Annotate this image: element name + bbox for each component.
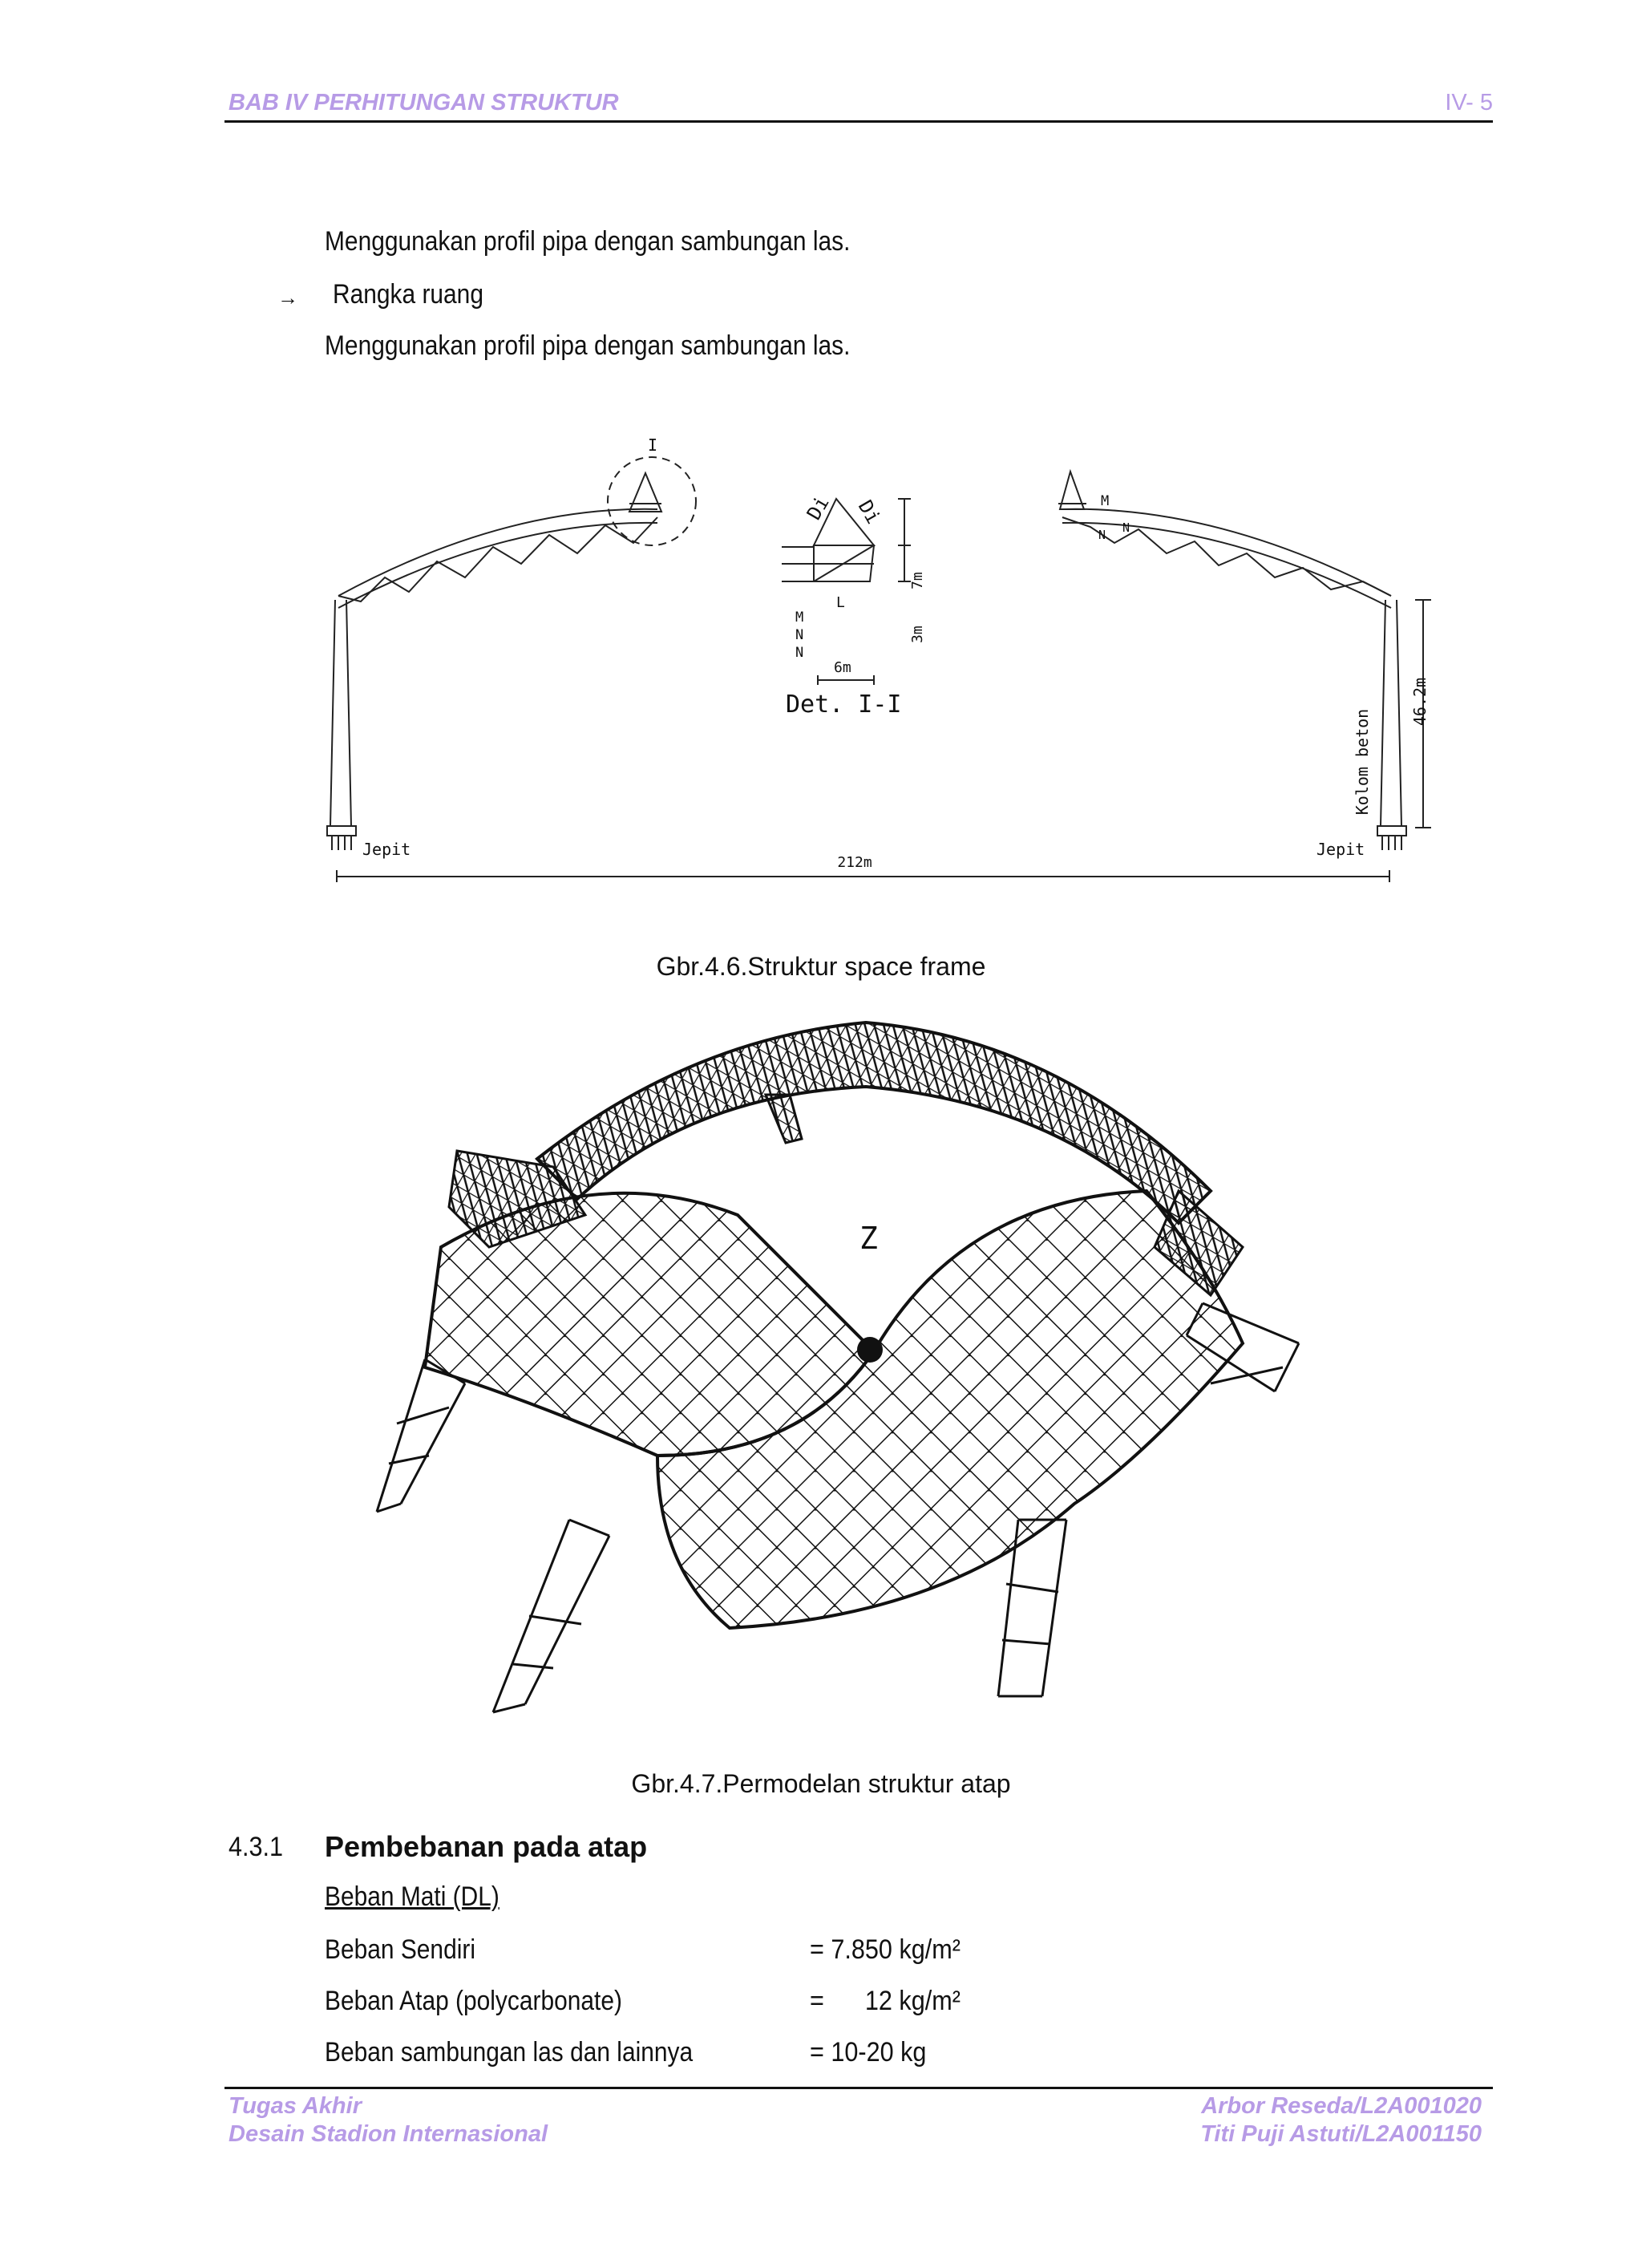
detail-label-m: M — [795, 610, 804, 626]
space-frame-elevation-drawing — [305, 417, 1459, 882]
load-value: = 12 kg/m² — [810, 1986, 961, 2016]
bullet-arrow-icon: → — [277, 286, 298, 310]
section-title: Pembebanan pada atap — [325, 1830, 648, 1863]
load-row — [325, 1934, 961, 1966]
detail-title: Det. I-I — [786, 691, 902, 719]
support-right-label: Jepit — [1316, 840, 1365, 859]
detail-label-di-left: Di — [802, 492, 834, 524]
load-row — [325, 2037, 927, 2068]
footer-left-1: Tugas Akhir — [229, 2093, 362, 2119]
axis-z-label: Z — [859, 1221, 878, 1256]
roof-structure-model-drawing — [353, 1006, 1379, 1728]
chapter-header: BAB IV PERHITUNGAN STRUKTUR — [229, 90, 619, 115]
section-mark: I — [648, 435, 658, 455]
intro-line-2: Menggunakan profil pipa dengan sambungan las. — [325, 330, 851, 361]
page-number: IV- 5 — [1445, 90, 1493, 115]
figure-2-caption: Gbr.4.7.Permodelan struktur atap — [631, 1769, 1011, 1798]
section-subtitle: Beban Mati (DL) — [325, 1881, 499, 1912]
detail-label-n: N — [795, 627, 804, 643]
right-label-m: M — [1101, 493, 1110, 509]
support-left-label: Jepit — [362, 840, 411, 859]
load-label: Beban Atap (polycarbonate) — [325, 1986, 622, 2016]
detail-label-n2: N — [795, 645, 804, 661]
detail-label-di-right: Di — [853, 496, 885, 529]
load-value: = 7.850 kg/m² — [810, 1934, 961, 1965]
bullet-label: Rangka ruang — [333, 279, 483, 310]
load-label: Beban sambungan las dan lainnya — [325, 2037, 694, 2068]
column-label: Kolom beton — [1353, 708, 1372, 816]
height-label: 46.2m — [1410, 677, 1430, 727]
detail-dim-6m: 6m — [834, 659, 851, 676]
load-label: Beban Sendiri — [325, 1934, 475, 1965]
footer-rule — [224, 2087, 1493, 2089]
span-label: 212m — [837, 854, 872, 871]
section-number: 4.3.1 — [229, 1832, 284, 1862]
figure-1-caption: Gbr.4.6.Struktur space frame — [656, 952, 986, 981]
intro-line-1: Menggunakan profil pipa dengan sambungan las. — [325, 226, 851, 257]
footer-left-2: Desain Stadion Internasional — [229, 2121, 548, 2147]
header-rule — [224, 120, 1493, 123]
footer-right-1: Arbor Reseda/L2A001020 — [1201, 2093, 1482, 2119]
right-label-n: N — [1098, 528, 1106, 542]
detail-dim-3m: 3m — [909, 626, 926, 643]
detail-label-l: L — [836, 594, 845, 611]
footer-right-2: Titi Puji Astuti/L2A001150 — [1200, 2121, 1482, 2147]
load-value: = 10-20 kg — [810, 2037, 927, 2068]
right-label-n2: N — [1122, 520, 1130, 535]
load-row — [325, 1986, 961, 2017]
detail-dim-7m: 7m — [909, 572, 926, 589]
